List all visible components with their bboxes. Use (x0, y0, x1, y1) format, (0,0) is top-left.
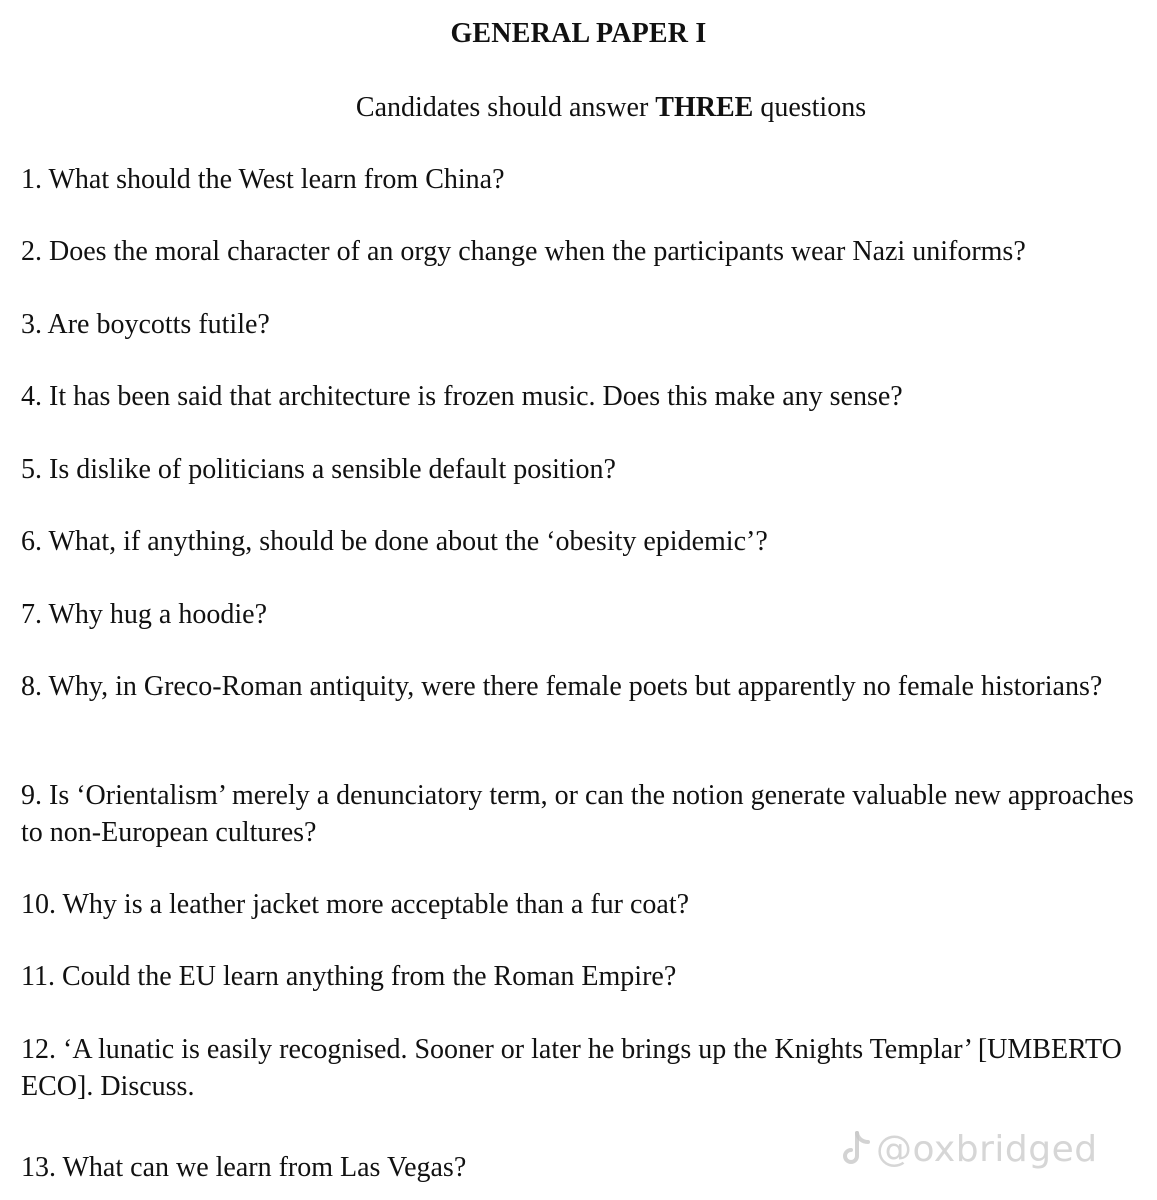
question-item (21, 233, 1141, 270)
question-text: What, if anything, should be done about the ‘obesity epidemic’? (48, 526, 768, 557)
question-number: 12. (21, 1034, 56, 1065)
question-text: Could the EU learn anything from the Roman Empire? (61, 961, 677, 992)
question-text-after: ]. Discuss. (77, 1071, 195, 1102)
tiktok-watermark (842, 1124, 1142, 1174)
question-number: 8. (21, 671, 42, 702)
question-item (21, 523, 1141, 560)
instructions-line (0, 88, 1157, 128)
question-item (21, 1031, 1141, 1105)
instructions-emphasis: THREE (655, 92, 754, 123)
question-text: What should the West learn from China? (48, 164, 505, 195)
question-number: 7. (21, 599, 42, 630)
question-text: It has been said that architecture is frozen music. Does this make any sense? (49, 381, 903, 412)
question-text-before: ‘A lunatic is easily recognised. Sooner or later he brings up the Knights Templar’ [ (63, 1034, 988, 1065)
question-text: What can we learn from Las Vegas? (62, 1152, 467, 1183)
question-text: Why, in Greco-Roman antiquity, were there female poets but apparently no female historians? (48, 671, 1103, 702)
question-number: 4. (21, 381, 42, 412)
question-item (21, 451, 1141, 488)
question-item (21, 886, 1141, 923)
question-item (21, 668, 1141, 705)
question-number: 10. (21, 889, 56, 920)
tiktok-icon (842, 1129, 872, 1169)
question-number: 3. (21, 309, 42, 340)
question-text: Why is a leather jacket more acceptable than a fur coat? (62, 889, 690, 920)
question-number: 1. (21, 164, 42, 195)
instructions-suffix: questions (753, 92, 867, 123)
question-item (21, 596, 1141, 633)
question-text: Why hug a hoodie? (48, 599, 267, 630)
question-number: 13. (21, 1152, 56, 1183)
paper-title: GENERAL PAPER I (450, 18, 707, 49)
question-number: 5. (21, 454, 42, 485)
question-text: Are boycotts futile? (47, 309, 270, 340)
question-text: Does the moral character of an orgy change when the participants wear Nazi uniforms? (49, 236, 1026, 267)
question-number: 6. (21, 526, 42, 557)
instructions-prefix: Candidates should answer (355, 92, 656, 123)
question-text: Is dislike of politicians a sensible default position? (49, 454, 616, 485)
question-number: 11. (21, 961, 55, 992)
watermark-handle: @oxbridged (876, 1128, 1098, 1170)
question-number: 9. (21, 780, 42, 811)
question-text: Is ‘Orientalism’ merely a denunciatory term, or can the notion generate valuable new approaches to non-European cultures? (21, 780, 1134, 848)
question-attribution: UMBERTO ECO (21, 1034, 1122, 1102)
question-item (21, 777, 1141, 851)
question-item (21, 958, 1141, 995)
question-item (21, 378, 1141, 415)
question-number: 2. (21, 236, 42, 267)
question-item (21, 161, 1141, 198)
question-item (21, 306, 1141, 343)
